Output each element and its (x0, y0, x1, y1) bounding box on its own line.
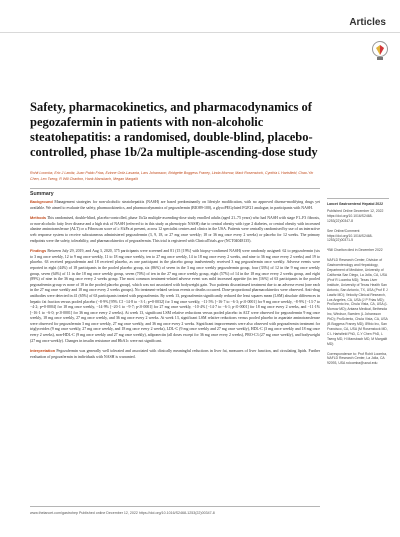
sidebar-comment-text[interactable]: See Online/Comment https://doi.org/10.1016/S2468-1253(22)00371-5 (327, 228, 373, 243)
sidebar-published-text[interactable]: Published Online December 12, 2022 https://doi.org/10.1016/S2468-1253(22)00347-8 (327, 208, 384, 223)
section-label: Articles (349, 17, 386, 28)
abstract-methods (30, 215, 320, 244)
interpretation-label: Interpretation (30, 348, 56, 354)
methods-label: Methods (30, 215, 46, 221)
article-sidebar (327, 198, 389, 371)
author-list: Rohit Loomba, Eric J Lawitz, Juan Pablo Frias, Ezinne Ortiz-Lasanta, Lars Johansson, Bridgette Boggess Franey, Linda Morrow, Mark Rosenstock, Cynthia L Hartsfield, Chao-Yin Chen, Leo Tseng, R Will Charlton, Hank Mansbach, Megan Margalit (30, 171, 314, 181)
interpretation-text: Pegozafermin was generally well tolerated and associated with clinically meaningful reductions in liver fat, measures of liver function, and circulating lipids. Further evaluation of pegozafermin in individuals with NASH is warranted. (30, 349, 320, 359)
sidebar-affiliations (327, 258, 389, 346)
abstract-findings (30, 248, 320, 344)
footer-rule (30, 506, 320, 507)
findings-label: Findings (30, 248, 47, 254)
methods-text: This randomised, double-blind, placebo-controlled, phase 1b/2a multiple-ascending-dose study enrolled adults (aged 21–75 years) who had NASH with stage F1–F3 fibrosis, or non-alcoholic fatty liver disease and a high risk of NASH (referred to in this study as phenotypic NASH) due to central obesity with type 2 diabetes, or central obesity with increased alanine aminotransferase (ALT) or a Fibroscan score of ≥ 8 kPa at present, across 12 specialist centres and clinics in the USA. Patients were centrally randomised by use of an interactive web response system to receive subcutaneous administered pegozafermin (3, 9, 18, or 27 mg once weekly; 18 or 36 mg once every 2 weeks) or placebo for 12 weeks. The primary endpoints were the safety, tolerability, and pharmacokinetics of pegozafermin. This trial is registered with ClinicalTrials.gov (NCT04048135). (30, 216, 320, 243)
sidebar-correspondence (327, 352, 389, 367)
sidebar-rule (327, 198, 389, 199)
sidebar-correspondence-text[interactable]: Correspondence to: Prof Rohit Loomba, NAFLD Research Center, La Jolla, CA 92093, USA roloomba@ucsd.edu (327, 351, 387, 366)
page-footer[interactable]: www.thelancet.com/gastrohep Published online December 12, 2022 https://doi.org/10.1016/S2468-1253(22)00347-8 (30, 511, 215, 515)
crossmark-icon[interactable] (371, 40, 389, 62)
abstract-background (30, 199, 320, 211)
background-text: Management strategies for non-alcoholic steatohepatitis (NASH) are based predominantly on lifestyle modification, with no approved disease-modifying drugs yet available. We aimed to evaluate the safety, pharmacokinetics, and pharmacodynamics of pegozafermin (BIO89-100), a glycoPEGylated FGF21 analogue, in participants with NASH. (30, 200, 320, 210)
article-title: Safety, pharmacokinetics, and pharmacodynamics of pegozafermin in patients with non-alcoholic steatohepatitis: a randomised, double-blind, placebo-controlled, phase 1b/2a multiple-ascending-dose study (30, 100, 318, 159)
abstract-interpretation (30, 348, 320, 360)
background-label: Background (30, 199, 53, 204)
abstract (30, 199, 320, 364)
sidebar-published (327, 202, 389, 224)
sidebar-note-text: *Bill Charlton died in December 2022 (327, 248, 383, 253)
summary-rule (30, 188, 320, 189)
sidebar-comment (327, 229, 389, 244)
sidebar-note (327, 248, 389, 253)
sidebar-affiliations-text: NAFLD Research Center, Division of Gastroenterology and Hepatology, Department of Medicine, University of California San Diego, La Jolla, CA, USA (Prof R Loomba MD); Texas Liver Institute, University of Texas Health San Antonio, San Antonio, TX, USA (Prof E J Lawitz MD); Velocity Clinical Research, Los Angeles, CA, USA (J P Frias MD); ProSciento Inc, Chula Vista, CA, USA (L Morrow MD); Antaea Medical, Bethesda Inc, Windsor, Sweden (L Johansson PhD); ProSciento, Chula Vista, CA, USA (B Boggess Franey MD); 89bio Inc, San Francisco, CA, USA (M Rosenstock MD, C L Hartsfield PhD, C-Y Chen PhD, L Tseng MD, H Mansbach MD, M Margalit MD) (327, 258, 388, 346)
header-rule (0, 32, 400, 33)
sidebar-journal: Lancet Gastroenterol Hepatol 2022 (327, 202, 383, 206)
findings-text: Between July 29, 2019, and Aug 3, 2020, 375 participants were screened and 81 (15 [19%] with biopsy-confirmed NASH) were randomly assigned: 62 to pegozafermin (six to 3 mg once weekly, 12 to 9 mg once weekly, 11 to 18 mg once weekly, ten to 27 mg once weekly, 14 to 18 mg once every 2 weeks, and nine to 36 mg once every 2 weeks) and 19 to placebo. 63 received pegozafermin and 18 received placebo, as one participant in the placebo group inadvertently received 3 mg pegozafermin once weekly. Adverse events were reported in eight (44%) of 18 participants in the pooled placebo group, six (86%) of seven in the 3 mg once weekly pegozafermin group, four (33%) of 12 in the 9 mg once weekly group, seven (64%) of 11 in the 18 mg once weekly group, seven (70%) of ten in the 27 mg once weekly group, eight (57%) of 14 in the 18 mg once every 2 weeks group, and eight (89%) of nine in the 36 mg once every 2 weeks group. The most common treatment-related adverse event was mild increased appetite (in ten [16%] of 63 participants in the pooled pegozafermin group vs none of 18 in the pooled placebo group), which was not associated with bodyweight gain. Two patients discontinued treatment due to an adverse event (one each in the 27 mg once weekly and 18 mg once every 2 weeks groups). No treatment-related serious events or deaths occurred. Dose-proportional pharmacokinetics were observed. Anti-drug antibodies were detected in 41 (65%) of 63 participants treated with pegozafermin. By week 13, pegozafermin significantly reduced the least squares mean (LSM) absolute differences in hepatic fat fraction versus pooled placebo (−8·9% [95% CI −14·8 to −3·1; p=0·0032] for 3 mg once weekly, −11·5% [−16·7 to −6·3; p<0·0001] for 9 mg once weekly, −8·9% [−13·7 to −4·2; p=0·0004] for 18 mg once weekly, −14·9% [−20·1 to −9·7; p<0·0001] for 27 mg once weekly, −10·4% [−14·7 to −6·1; p<0·0001] for 18 mg once every 2 weeks, and −11·1% [−16·1 to −6·0; p<0·0001] for 36 mg once every 2 weeks). At week 13, significant LSM relative reductions versus pooled placebo in ALT were observed for pegozafermin 9 mg once weekly, 18 mg once weekly, 27 mg once weekly, and 36 mg once every 2 weeks. At week 13, significant LSM relative reductions versus pooled placebo in aspartate aminotransferase were observed for pegozafermin 3 mg once weekly, 27 mg once weekly, and 36 mg once every 2 weeks. Significant improvements were also observed with pegozafermin treatment for triglycerides (9 mg once weekly, 27 mg once weekly, and 18 mg once every 2 weeks), LDL-C (9 mg once weekly and 27 mg once weekly), HDL-C (3 mg once weekly and 18 mg once every 2 weeks), non-HDL-C (9 mg once weekly and 27 mg once weekly), adiponectin (all doses except for 36 mg once every 2 weeks), PRO-C3 (27 mg once weekly), and bodyweight (27 mg once weekly). Changes in insulin resistance and HbA1c were not significant. (30, 249, 320, 343)
summary-heading: Summary (30, 191, 54, 197)
